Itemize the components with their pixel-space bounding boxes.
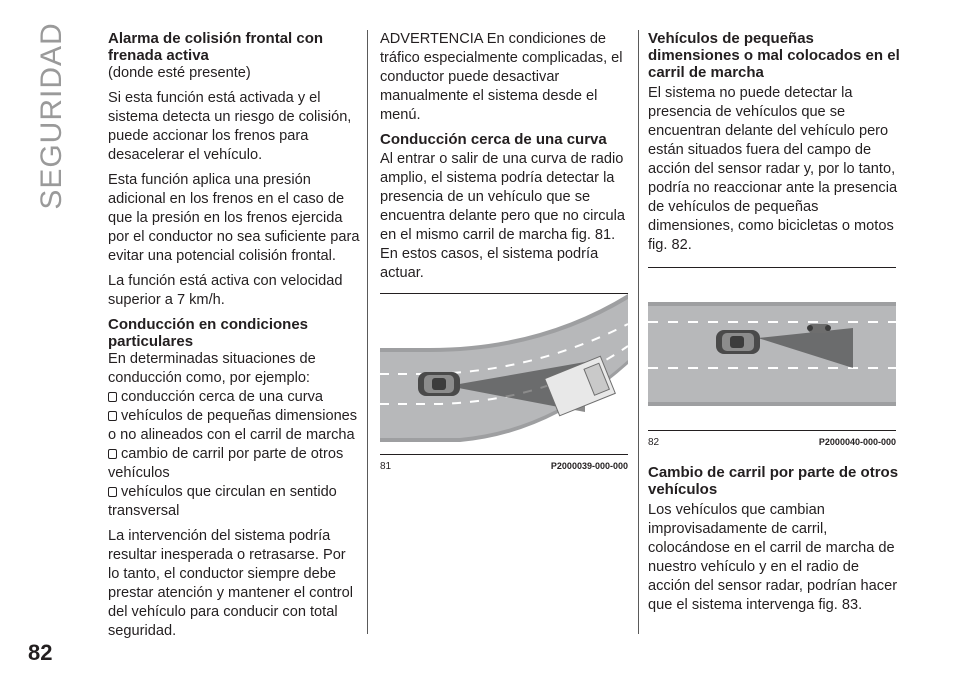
column-3 [648, 30, 900, 621]
checkbox-bullet-icon [108, 411, 117, 421]
column-2 [380, 30, 628, 476]
subheading-availability: (donde esté presente) [108, 65, 251, 81]
figure-number: 81 [380, 461, 392, 472]
heading-lane-change: Cambio de carril por parte de otros vehículos [648, 464, 899, 498]
paragraph: La intervención del sistema podría resultar inesperada o retrasarse. Por lo tanto, el conductor siempre debe prestar atención y mantener el control del vehículo para conducir con total seguridad. [108, 528, 353, 639]
paragraph: Esta función aplica una presión adicional en los frenos en el caso de que la presión en los frenos ejercida por el conductor no sea suficiente para evitar una potencial colisión frontal. [108, 172, 360, 264]
column-divider [638, 30, 639, 634]
paragraph: El sistema no puede detectar la presencia de vehículos que se encuentran delante del vehículo pero están situados fuera del campo de acción del sensor radar y, por lo tanto, podría no reaccionar ante la presencia de vehículos de pequeñas dimensiones, como bicicletas o motos fig. 82. [648, 85, 898, 253]
paragraph: La función está activa con velocidad superior a 7 km/h. [108, 273, 343, 308]
page-number: 82 [28, 640, 53, 665]
paragraph: Los vehículos que cambian improvisadamente de carril, colocándose en el carril de marcha de nuestro vehículo y en el radio de acción del sensor radar, podrían hacer que el sistema intervenga fig. 83. [648, 502, 898, 613]
list-item: vehículos de pequeñas dimensiones o no alineados con el carril de marcha [108, 408, 358, 443]
list-item: vehículos que circulan en sentido transversal [108, 484, 337, 519]
lane-offset-illustration [648, 268, 896, 430]
paragraph: En determinadas situaciones de conducción como, por ejemplo: [108, 351, 316, 386]
column-1 [108, 30, 360, 647]
column-divider [367, 30, 368, 634]
figure-code: P2000040-000-000 [818, 437, 896, 447]
conditions-list [108, 388, 360, 521]
figure-81 [380, 293, 628, 476]
checkbox-bullet-icon [108, 392, 117, 402]
paragraph: Al entrar o salir de una curva de radio amplio, el sistema podría detectar la presencia de un vehículo que se encuentra delante pero que no circula en el mismo carril de marcha fig. 81. En estos casos, el sistema podría actuar. [380, 151, 626, 281]
curve-road-illustration [380, 294, 628, 454]
heading-collision-alarm: Alarma de colisión frontal con frenada activa [108, 30, 324, 64]
warning-paragraph: ADVERTENCIA En condiciones de tráfico especialmente complicadas, el conductor puede desactivar manualmente el sistema desde el menú. [380, 31, 623, 123]
figure-code: P2000039-000-000 [550, 461, 628, 471]
heading-small-vehicles: Vehículos de pequeñas dimensiones o mal colocados en el carril de marcha [648, 30, 900, 81]
figure-82 [648, 267, 896, 452]
checkbox-bullet-icon [108, 487, 117, 497]
checkbox-bullet-icon [108, 449, 117, 459]
section-title-vertical: SEGURIDAD [35, 22, 68, 210]
heading-particular-conditions: Conducción en condiciones particulares [108, 316, 309, 350]
paragraph: Si esta función está activada y el sistema detecta un riesgo de colisión, puede accionar los frenos para desacelerar el vehículo. [108, 90, 352, 163]
heading-curve-driving: Conducción cerca de una curva [380, 131, 607, 148]
figure-number: 82 [648, 437, 660, 448]
list-item: cambio de carril por parte de otros vehículos [108, 446, 344, 481]
list-item: conducción cerca de una curva [108, 388, 360, 407]
